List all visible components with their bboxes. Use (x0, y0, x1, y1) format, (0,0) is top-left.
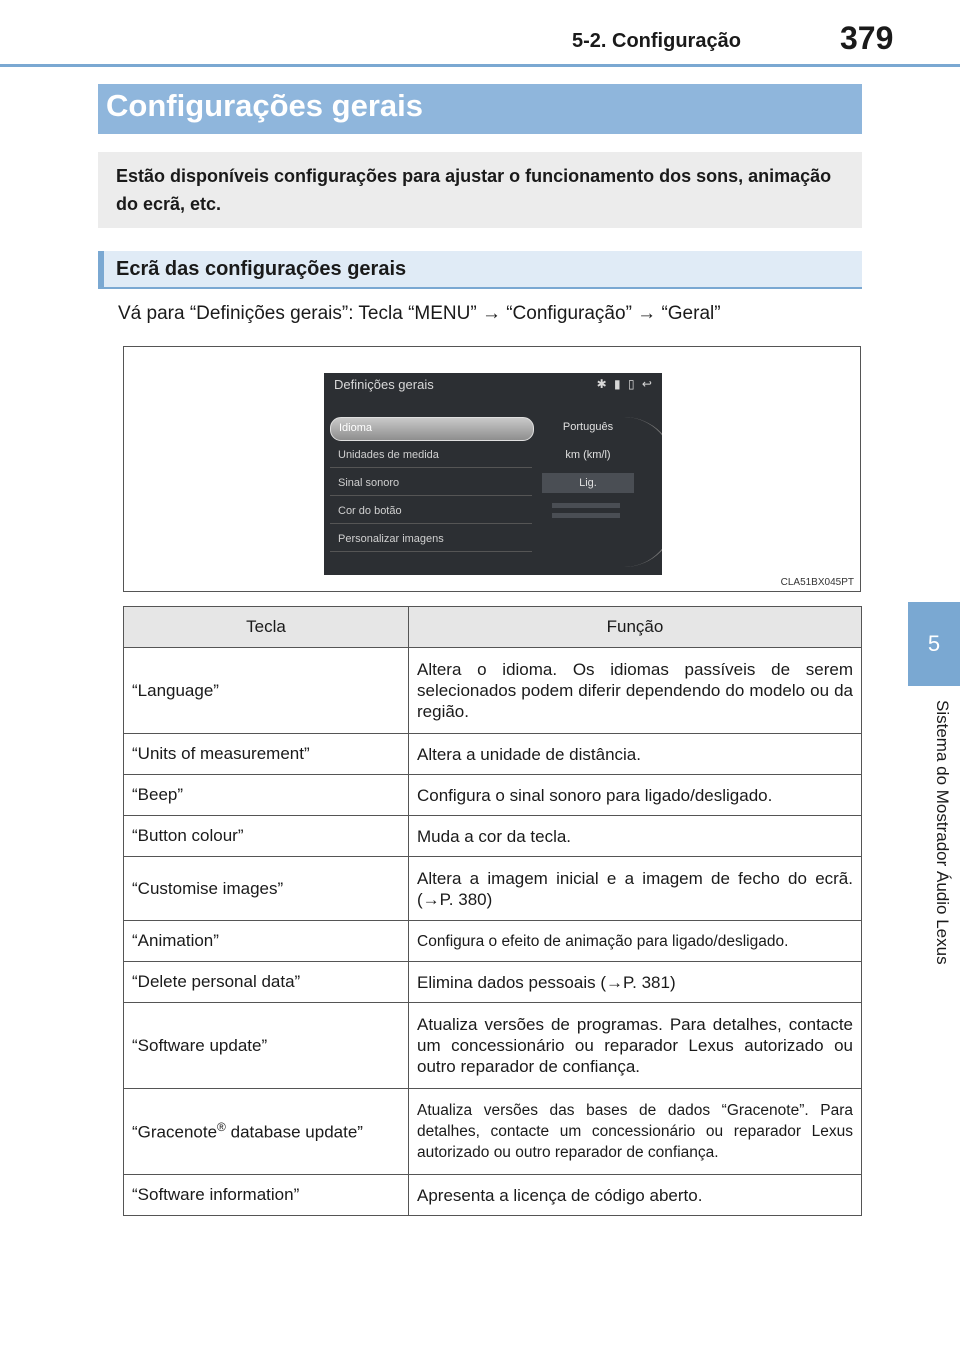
screen-value: Português (562, 421, 614, 433)
table-row (124, 857, 862, 921)
screen-menu-item: Cor do botão (330, 501, 532, 524)
title-banner (98, 84, 862, 134)
screen-title: Definições gerais (334, 377, 434, 392)
table-desc: Atualiza versões de programas. Para detalhes, contacte um concessionário ou reparador Lexus autorizado ou outro reparador de confiança. (409, 1003, 862, 1089)
screen-value: km (km/l) (565, 449, 611, 461)
page-title: Configurações gerais (106, 88, 423, 123)
intro-text: Estão disponíveis configurações para ajustar o funcionamento dos sons, animação do ecrã, etc. (116, 166, 832, 214)
table-key: “Software update” (124, 1003, 409, 1089)
table-key: “Button colour” (124, 816, 409, 857)
table-key: “Animation” (124, 921, 409, 962)
section-title: 5-2. Configuração (572, 30, 741, 52)
screen-menu-item: Sinal sonoro (330, 473, 532, 496)
screen-menu-item: Idioma (330, 417, 534, 441)
table-desc: Muda a cor da tecla. (409, 816, 862, 857)
function-table (123, 606, 862, 1216)
table-key: “Gracenote® database update” (124, 1089, 409, 1175)
table-row (124, 962, 862, 1003)
table-row (124, 1003, 862, 1089)
chapter-tab-number: 5 (908, 602, 960, 686)
intro-box (98, 152, 862, 228)
screen-value: Lig. (542, 473, 634, 493)
table-desc: Altera o idioma. Os idiomas passíveis de serem selecionados podem diferir dependendo do modelo ou da região. (409, 648, 862, 734)
screen-figure (123, 346, 861, 592)
figure-code: CLA51BX045PT (780, 577, 854, 588)
table-key: “Customise images” (124, 857, 409, 921)
table-key: “Software information” (124, 1175, 409, 1216)
color-bar (552, 513, 620, 518)
chapter-tab (930, 700, 960, 1020)
subsection-banner (98, 251, 862, 289)
table-desc: Altera a unidade de distância. (409, 734, 862, 775)
scroll-arc (624, 417, 662, 567)
page-number: 379 (840, 20, 894, 56)
table-row (124, 816, 862, 857)
screen-menu-item: Unidades de medida (330, 445, 532, 468)
table-row (124, 1175, 862, 1216)
table-desc: Configura o efeito de animação para ligado/desligado. (409, 921, 862, 962)
header-divider (0, 64, 960, 67)
table-key: “Units of measurement” (124, 734, 409, 775)
column-header: Função (409, 607, 862, 648)
color-bar (552, 503, 620, 508)
table-desc: Atualiza versões das bases de dados “Gracenote”. Para detalhes, contacte um concessionário ou reparador Lexus autorizado ou outro reparador de confiança. (409, 1089, 862, 1175)
table-key: “Language” (124, 648, 409, 734)
table-row (124, 921, 862, 962)
subsection-title: Ecrã das configurações gerais (116, 258, 407, 280)
table-desc: Apresenta a licença de código aberto. (409, 1175, 862, 1216)
navigation-instruction: Vá para “Definições gerais”: Tecla “MENU” → “Configuração” → “Geral” (118, 303, 721, 324)
status-icons: ✱ ▮ ▯ ↩ (596, 377, 654, 391)
table-row (124, 775, 862, 816)
chapter-tab-label: Sistema do Mostrador Áudio Lexus (933, 700, 952, 965)
table-key: “Delete personal data” (124, 962, 409, 1003)
table-row (124, 648, 862, 734)
subsection-accent (98, 251, 104, 289)
table-desc: Elimina dados pessoais (→P. 381) (409, 962, 862, 1003)
table-row (124, 734, 862, 775)
table-key: “Beep” (124, 775, 409, 816)
column-header: Tecla (124, 607, 409, 648)
table-row (124, 1089, 862, 1175)
settings-screen-image (324, 373, 662, 575)
table-desc: Configura o sinal sonoro para ligado/desligado. (409, 775, 862, 816)
table-header-row (124, 607, 862, 648)
table-desc: Altera a imagem inicial e a imagem de fecho do ecrã. (→P. 380) (409, 857, 862, 921)
screen-menu-item: Personalizar imagens (330, 529, 532, 552)
